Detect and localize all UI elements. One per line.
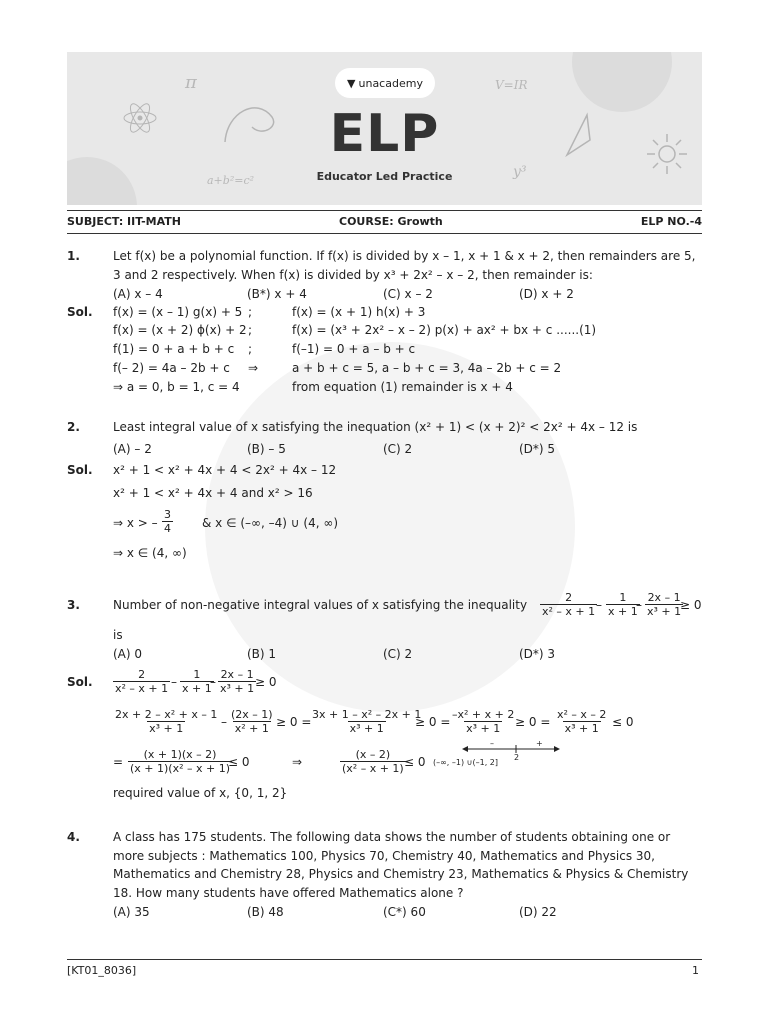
fraction xyxy=(340,748,406,775)
operator: ⇒ xyxy=(292,755,303,769)
number-line-sign: – xyxy=(490,739,494,748)
denominator: x³ + 1 xyxy=(149,722,184,735)
numerator: (x – 2) xyxy=(355,748,391,761)
fraction xyxy=(450,708,516,735)
solution-step: a + b + c = 5, a – b + c = 3, 4a – 2b + c = 2 xyxy=(292,361,562,375)
solution-step: ⇒ a = 0, b = 1, c = 4 xyxy=(113,380,240,394)
option: (C) x – 2 xyxy=(383,287,433,301)
divider xyxy=(67,210,702,211)
fraction xyxy=(128,748,232,775)
inequality: ≥ 0 xyxy=(255,675,277,689)
decor-circle xyxy=(572,52,672,112)
solution-label: Sol. xyxy=(67,463,93,477)
fraction xyxy=(310,708,423,735)
fraction xyxy=(218,668,256,695)
numerator: 2x – 1 xyxy=(647,591,681,604)
operator: – xyxy=(636,598,642,612)
ohm-law-doodle: V=IR xyxy=(495,78,528,92)
option: (A) – 2 xyxy=(113,442,152,456)
page-title: ELP xyxy=(329,104,440,164)
footer-code: [KT01_8036] xyxy=(67,964,137,977)
solution-label: Sol. xyxy=(67,305,93,319)
question-text: Mathematics and Chemistry 28, Physics and Chemistry 23, Mathematics & Physics & Chemistry xyxy=(113,867,689,881)
solution-step: x² + 1 < x² + 4x + 4 < 2x² + 4x – 12 xyxy=(113,463,337,477)
fraction xyxy=(540,591,597,618)
brand-pill xyxy=(335,68,435,98)
divider xyxy=(67,959,702,960)
option: (D) 22 xyxy=(519,905,557,919)
fraction xyxy=(645,591,683,618)
inequality: ≥ 0 = xyxy=(515,715,551,729)
solution-sep: ⇒ xyxy=(248,361,259,375)
subject-header xyxy=(67,215,702,231)
inequality: ≤ 0 xyxy=(228,755,250,769)
solution-step: f(x) = (x + 2) ϕ(x) + 2 xyxy=(113,323,247,337)
option: (D) x + 2 xyxy=(519,287,574,301)
solution-sep: ; xyxy=(248,342,253,356)
denominator: x³ + 1 xyxy=(220,682,255,695)
solution-step: & x ∈ (–∞, –4) ∪ (4, ∞) xyxy=(202,516,339,530)
option: (B) 1 xyxy=(247,647,277,661)
inequality: ≥ 0 = xyxy=(276,715,312,729)
denominator: (x + 1)(x² – x + 1) xyxy=(130,762,231,775)
solution-sep: ; xyxy=(248,305,253,319)
question-text: 18. How many students have offered Mathematics alone ? xyxy=(113,886,464,900)
inequality: ≤ 0 xyxy=(612,715,634,729)
elp-number: ELP NO.-4 xyxy=(640,215,702,228)
question-text: A class has 175 students. The following data shows the number of students obtaining one or xyxy=(113,830,671,844)
denominator: x² – x + 1 xyxy=(115,682,169,695)
solution-step: f(x) = (x – 1) g(x) + 5 xyxy=(113,305,243,319)
option: (C) 2 xyxy=(383,442,413,456)
option: (B) – 5 xyxy=(247,442,286,456)
solution-step: f(x) = (x + 1) h(x) + 3 xyxy=(292,305,426,319)
fraction xyxy=(113,668,170,695)
numerator: 2x + 2 – x² + x – 1 xyxy=(115,708,218,721)
subject-label: SUBJECT: IIT-MATH xyxy=(67,215,182,228)
solution-label: Sol. xyxy=(67,675,93,689)
question-text: 3 and 2 respectively. When f(x) is divided by x³ + 2x² – x – 2, then remainder is: xyxy=(113,268,593,282)
question-number: 4. xyxy=(67,830,80,844)
y-doodle: y³ xyxy=(513,164,527,180)
denominator: (x² – x + 1) xyxy=(342,762,404,775)
inequality: ≥ 0 xyxy=(680,598,702,612)
operator: – xyxy=(596,598,602,612)
denominator: x + 1 xyxy=(182,682,212,695)
divider xyxy=(67,233,702,234)
question-number: 2. xyxy=(67,420,80,434)
operator: – xyxy=(210,675,216,689)
question-text: is xyxy=(113,628,123,642)
denominator: x³ + 1 xyxy=(647,605,682,618)
denominator: x² – x + 1 xyxy=(542,605,596,618)
solution-step: from equation (1) remainder is x + 4 xyxy=(292,380,513,394)
inequality: ≤ 0 xyxy=(404,755,426,769)
option: (C) 2 xyxy=(383,647,413,661)
numerator: 1 xyxy=(193,668,201,681)
solution-step: f(x) = (x³ + 2x² – x – 2) p(x) + ax² + bx + c ......(1) xyxy=(292,323,597,337)
numerator: 2 xyxy=(138,668,146,681)
option: (D*) 5 xyxy=(519,442,556,456)
numerator: x² – x – 2 xyxy=(557,708,607,721)
denominator: x³ + 1 xyxy=(564,722,599,735)
fraction xyxy=(606,591,640,618)
option: (A) 35 xyxy=(113,905,150,919)
question-number: 3. xyxy=(67,598,80,612)
page-subtitle: Educator Led Practice xyxy=(316,170,453,183)
option: (B*) x + 4 xyxy=(247,287,307,301)
denominator: x³ + 1 xyxy=(349,722,384,735)
unacademy-logo-icon: ▼ xyxy=(347,76,356,90)
question-text: Least integral value of x satisfying the inequation (x² + 1) < (x + 2)² < 2x² + 4x – 12 is xyxy=(113,420,638,434)
interval-text: (–∞, –1) ∪(–1, 2] xyxy=(433,758,498,767)
pi-doodle: π xyxy=(185,72,197,93)
number-line-tick: 2 xyxy=(514,753,520,762)
operator: – xyxy=(171,675,177,689)
number-line-sign: + xyxy=(536,739,543,748)
denominator: x² + 1 xyxy=(234,722,269,735)
numerator: 3x + 1 – x² – 2x + 1 xyxy=(312,708,422,721)
numerator: 1 xyxy=(619,591,627,604)
numerator: 2x – 1 xyxy=(220,668,254,681)
inequality: ≥ 0 = xyxy=(415,715,451,729)
solution-step: f(–1) = 0 + a – b + c xyxy=(292,342,416,356)
option: (C*) 60 xyxy=(383,905,426,919)
operator: = xyxy=(113,755,124,769)
denominator: 4 xyxy=(164,522,171,535)
solution-step: f(– 2) = 4a – 2b + c xyxy=(113,361,230,375)
solution-step: x² + 1 < x² + 4x + 4 and x² > 16 xyxy=(113,486,313,500)
solution-step: f(1) = 0 + a + b + c xyxy=(113,342,235,356)
denominator: x + 1 xyxy=(608,605,638,618)
numerator: –x² + x + 2 xyxy=(452,708,515,721)
denominator: x³ + 1 xyxy=(466,722,501,735)
option: (B) 48 xyxy=(247,905,284,919)
option: (A) 0 xyxy=(113,647,143,661)
question-text: more subjects : Mathematics 100, Physics 70, Chemistry 40, Mathematics and Physics 30, xyxy=(113,849,655,863)
fraction xyxy=(180,668,214,695)
pythagoras-doodle: a+b²=c² xyxy=(207,174,255,187)
fraction xyxy=(162,508,173,535)
course-label: COURSE: Growth xyxy=(339,215,443,228)
numerator: 3 xyxy=(164,508,171,521)
numerator: 2 xyxy=(565,591,573,604)
solution-step: ⇒ x ∈ (4, ∞) xyxy=(113,546,187,560)
fraction xyxy=(229,708,275,735)
number-line-diagram xyxy=(462,739,562,763)
brand-name: unacademy xyxy=(358,76,423,90)
fraction xyxy=(113,708,219,735)
question-text: Number of non-negative integral values of x satisfying the inequality xyxy=(113,598,528,612)
numerator: (2x – 1) xyxy=(231,708,273,721)
header-banner xyxy=(67,52,702,205)
question-text: Let f(x) be a polynomial function. If f(x) is divided by x – 1, x + 1 & x + 2, then remainders are 5, xyxy=(113,249,696,263)
fraction xyxy=(555,708,608,735)
operator: – xyxy=(221,715,227,729)
numerator: (x + 1)(x – 2) xyxy=(143,748,217,761)
page-number: 1 xyxy=(692,964,699,977)
solution-step: required value of x, {0, 1, 2} xyxy=(113,786,288,800)
solution-sep: ; xyxy=(248,323,253,337)
option: (A) x – 4 xyxy=(113,287,163,301)
option: (D*) 3 xyxy=(519,647,556,661)
question-number: 1. xyxy=(67,249,80,263)
solution-step: ⇒ x > – xyxy=(113,516,158,530)
